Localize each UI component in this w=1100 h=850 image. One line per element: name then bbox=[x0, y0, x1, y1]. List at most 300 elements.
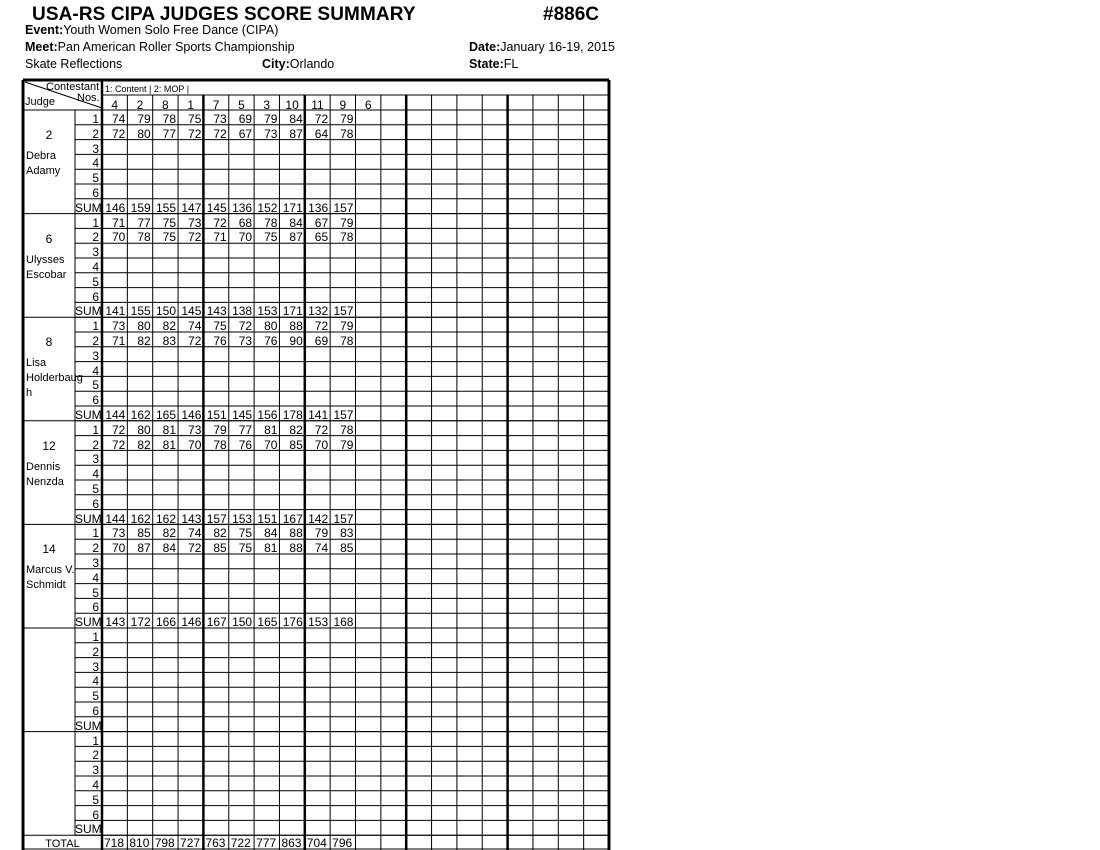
score-cell bbox=[305, 735, 328, 747]
score-cell: 67 bbox=[314, 215, 329, 230]
score-cell bbox=[229, 646, 252, 658]
sum-cell: 138 bbox=[232, 304, 253, 319]
score-row-label: 1 bbox=[92, 215, 99, 230]
score-cell: 78 bbox=[340, 230, 354, 245]
score-cell: 72 bbox=[188, 230, 202, 245]
judge-name-line: Lisa bbox=[26, 357, 47, 370]
sum-cell: 150 bbox=[232, 615, 253, 630]
score-cell: 79 bbox=[340, 319, 354, 334]
sum-cell: 168 bbox=[333, 615, 354, 630]
score-cell: 77 bbox=[162, 126, 177, 141]
contestant-number bbox=[533, 99, 558, 111]
sum-cell: 143 bbox=[206, 304, 227, 319]
score-cell: 83 bbox=[340, 526, 354, 541]
contestant-number: 8 bbox=[162, 98, 169, 112]
sum-cell: 162 bbox=[130, 511, 151, 526]
score-cell bbox=[330, 646, 353, 658]
score-cell: 74 bbox=[111, 112, 126, 126]
score-legend: 1: Content | 2: MOP | bbox=[105, 84, 190, 94]
judge-number bbox=[25, 751, 73, 765]
judge-name-line: h bbox=[26, 387, 33, 400]
state-label: State: bbox=[469, 57, 504, 71]
score-cell bbox=[153, 646, 176, 658]
score-cell bbox=[127, 749, 150, 761]
score-row-label: 3 bbox=[92, 556, 99, 570]
contestant-number: 10 bbox=[285, 98, 299, 112]
score-row-label: 4 bbox=[92, 156, 99, 171]
score-row-label: 5 bbox=[92, 378, 99, 393]
sum-cell: 146 bbox=[105, 200, 126, 215]
score-cell bbox=[254, 631, 277, 643]
sum-row-label: SUM bbox=[75, 511, 102, 526]
judge-name-line: Escobar bbox=[26, 268, 67, 281]
score-cell: 72 bbox=[314, 112, 329, 126]
judge-name-line: Schmidt bbox=[26, 579, 66, 592]
date-value: January 16-19, 2015 bbox=[500, 40, 615, 54]
score-cell: 84 bbox=[264, 526, 278, 541]
score-cell bbox=[178, 735, 201, 747]
score-cell: 80 bbox=[137, 126, 151, 141]
score-cell: 70 bbox=[111, 541, 126, 556]
score-cell: 67 bbox=[238, 126, 253, 141]
score-cell bbox=[254, 749, 277, 761]
score-cell: 70 bbox=[188, 437, 202, 452]
score-row-label: 3 bbox=[92, 763, 99, 778]
score-cell bbox=[102, 631, 125, 643]
score-cell bbox=[203, 735, 226, 747]
score-cell: 79 bbox=[213, 422, 227, 437]
sum-row-label: SUM bbox=[75, 615, 102, 630]
score-row-label: 4 bbox=[92, 363, 99, 378]
score-cell bbox=[203, 631, 226, 643]
score-cell bbox=[305, 631, 328, 643]
score-cell bbox=[178, 631, 201, 643]
score-cell: 71 bbox=[213, 230, 227, 245]
score-cell: 81 bbox=[162, 422, 177, 437]
sum-cell: 152 bbox=[257, 200, 278, 215]
sum-cell bbox=[102, 823, 125, 835]
contestant-number: 5 bbox=[238, 98, 245, 112]
score-row-label: 6 bbox=[92, 496, 99, 511]
score-row-label: 2 bbox=[92, 334, 99, 348]
score-row-label: 5 bbox=[92, 482, 99, 496]
report-title: USA-RS CIPA JUDGES SCORE SUMMARY bbox=[32, 4, 416, 25]
sum-cell: 171 bbox=[282, 200, 303, 215]
score-cell: 76 bbox=[264, 334, 278, 348]
score-cell: 85 bbox=[340, 541, 354, 556]
sum-cell: 146 bbox=[181, 408, 202, 422]
sum-cell bbox=[305, 720, 328, 732]
score-row-label: 4 bbox=[92, 467, 99, 482]
sum-cell: 157 bbox=[333, 408, 354, 422]
contestant-number: 9 bbox=[339, 98, 347, 112]
score-cell bbox=[178, 646, 201, 658]
score-row-label: 1 bbox=[92, 526, 99, 541]
score-row-label: 1 bbox=[92, 630, 99, 644]
score-cell: 79 bbox=[340, 215, 354, 230]
club-name: Skate Reflections bbox=[25, 57, 123, 71]
sum-row-label: SUM bbox=[75, 408, 102, 422]
sum-cell: 157 bbox=[333, 200, 354, 215]
score-cell: 72 bbox=[213, 126, 227, 141]
score-cell: 85 bbox=[213, 541, 227, 556]
score-cell bbox=[279, 646, 302, 658]
score-row-label: 4 bbox=[92, 778, 99, 792]
sum-row-label: SUM bbox=[75, 718, 102, 733]
score-cell: 83 bbox=[162, 334, 177, 348]
score-cell: 79 bbox=[314, 526, 329, 541]
score-cell bbox=[153, 749, 176, 761]
sum-cell: 157 bbox=[333, 511, 354, 526]
contestant-number bbox=[406, 99, 431, 111]
contestant-number bbox=[558, 99, 583, 111]
event-value: Youth Women Solo Free Dance (CIPA) bbox=[63, 23, 279, 37]
total-cell: 777 bbox=[256, 836, 277, 850]
score-cell: 72 bbox=[213, 215, 227, 230]
sum-cell: 151 bbox=[206, 408, 227, 422]
score-cell: 87 bbox=[137, 541, 151, 556]
sum-cell: 156 bbox=[257, 408, 278, 422]
score-cell: 75 bbox=[188, 112, 202, 126]
score-cell: 82 bbox=[137, 334, 151, 348]
sum-cell: 162 bbox=[156, 511, 177, 526]
score-cell: 75 bbox=[238, 541, 253, 556]
score-cell: 84 bbox=[289, 215, 303, 230]
sum-cell: 172 bbox=[130, 615, 151, 630]
score-cell bbox=[330, 749, 353, 761]
event-label: Event: bbox=[25, 23, 64, 37]
sum-cell bbox=[330, 823, 353, 835]
score-cell: 73 bbox=[188, 422, 202, 437]
score-row-label: 3 bbox=[92, 245, 99, 260]
score-cell: 73 bbox=[238, 334, 253, 348]
score-row-label: 3 bbox=[92, 348, 99, 363]
score-cell: 71 bbox=[111, 334, 126, 348]
sum-cell bbox=[127, 720, 150, 732]
sum-cell bbox=[102, 720, 125, 732]
sum-cell bbox=[279, 823, 302, 835]
score-cell: 73 bbox=[213, 112, 227, 126]
score-cell bbox=[178, 749, 201, 761]
sum-cell: 143 bbox=[105, 615, 126, 630]
score-cell: 88 bbox=[289, 319, 303, 334]
sum-cell: 147 bbox=[181, 200, 202, 215]
score-cell bbox=[254, 735, 277, 747]
score-cell: 72 bbox=[314, 422, 329, 437]
judge-name-line: Adamy bbox=[26, 165, 61, 177]
sum-cell: 171 bbox=[282, 304, 303, 319]
score-cell: 70 bbox=[314, 437, 329, 452]
corner-nos-label: Nos. bbox=[77, 92, 100, 104]
score-cell: 74 bbox=[314, 541, 329, 556]
city-label: City: bbox=[262, 57, 290, 71]
score-cell: 65 bbox=[314, 230, 329, 245]
corner-contestant-label: Contestant bbox=[46, 81, 100, 93]
score-cell bbox=[229, 735, 252, 747]
score-cell: 85 bbox=[289, 437, 303, 452]
score-cell: 79 bbox=[340, 112, 354, 126]
score-cell: 82 bbox=[137, 437, 151, 452]
score-row-label: 6 bbox=[92, 600, 99, 615]
score-cell: 72 bbox=[188, 126, 202, 141]
score-cell bbox=[305, 749, 328, 761]
score-cell bbox=[203, 749, 226, 761]
score-cell: 80 bbox=[137, 422, 151, 437]
contestant-number: 4 bbox=[111, 98, 119, 112]
sum-cell: 150 bbox=[156, 304, 177, 319]
score-row-label: 3 bbox=[92, 452, 99, 467]
score-cell: 79 bbox=[264, 112, 278, 126]
sum-cell: 176 bbox=[282, 615, 303, 630]
score-row-label: 6 bbox=[92, 186, 99, 200]
score-cell: 84 bbox=[289, 112, 303, 126]
score-cell: 75 bbox=[264, 230, 278, 245]
contestant-number: 2 bbox=[136, 98, 144, 112]
sum-cell: 136 bbox=[308, 200, 329, 215]
judge-name-line: Holderbaug bbox=[26, 372, 83, 385]
sum-cell bbox=[127, 823, 150, 835]
score-row-label: 5 bbox=[92, 171, 99, 186]
sum-cell bbox=[153, 823, 176, 835]
sum-cell: 153 bbox=[232, 511, 253, 526]
score-cell: 82 bbox=[162, 319, 177, 334]
score-row-label: 3 bbox=[92, 659, 99, 674]
score-cell: 82 bbox=[213, 526, 227, 541]
sum-row-label: SUM bbox=[75, 304, 102, 319]
judge-number: 12 bbox=[42, 438, 56, 453]
date-label: Date: bbox=[469, 40, 501, 54]
judge-name-line: Marcus V. bbox=[26, 564, 75, 577]
judge-name-line: Dennis bbox=[26, 460, 61, 473]
score-cell: 80 bbox=[264, 319, 278, 334]
sum-cell: 157 bbox=[333, 304, 354, 319]
score-row-label: 1 bbox=[92, 319, 99, 334]
sum-cell: 145 bbox=[232, 408, 253, 422]
score-cell: 80 bbox=[137, 319, 151, 334]
score-cell bbox=[330, 631, 353, 643]
score-cell bbox=[127, 631, 150, 643]
contestant-number: 3 bbox=[263, 98, 271, 112]
judge-name-line: Nenzda bbox=[26, 475, 64, 488]
score-cell bbox=[203, 646, 226, 658]
contestant-number: 7 bbox=[212, 98, 220, 112]
score-row-label: 1 bbox=[92, 112, 99, 126]
score-row-label: 4 bbox=[92, 570, 99, 585]
judge-number: 8 bbox=[45, 335, 53, 350]
score-cell bbox=[127, 735, 150, 747]
score-cell bbox=[279, 735, 302, 747]
sum-cell: 165 bbox=[156, 408, 177, 422]
score-cell: 78 bbox=[340, 334, 354, 348]
total-cell: 718 bbox=[104, 836, 125, 850]
sum-cell bbox=[203, 720, 226, 732]
score-cell bbox=[153, 631, 176, 643]
sum-cell: 141 bbox=[308, 408, 329, 422]
score-cell: 79 bbox=[340, 437, 354, 452]
sum-cell: 155 bbox=[156, 200, 177, 215]
score-cell: 88 bbox=[289, 541, 303, 556]
score-cell: 76 bbox=[238, 437, 253, 452]
score-cell: 73 bbox=[264, 126, 278, 141]
score-cell: 78 bbox=[264, 215, 278, 230]
score-cell: 73 bbox=[111, 526, 126, 541]
sum-cell bbox=[153, 720, 176, 732]
sum-cell: 136 bbox=[232, 200, 253, 215]
score-row-label: 6 bbox=[92, 393, 99, 408]
score-cell: 72 bbox=[111, 437, 126, 452]
sum-row-label: SUM bbox=[75, 822, 102, 837]
score-cell: 70 bbox=[111, 230, 126, 245]
sum-cell: 157 bbox=[206, 511, 227, 526]
sum-cell: 166 bbox=[156, 615, 177, 630]
score-row-label: 5 bbox=[92, 792, 99, 807]
score-cell: 78 bbox=[340, 422, 354, 437]
total-cell: 798 bbox=[154, 836, 175, 850]
total-cell: 727 bbox=[180, 836, 201, 850]
sum-cell: 143 bbox=[181, 511, 202, 526]
score-cell: 73 bbox=[111, 319, 126, 334]
total-cell: 704 bbox=[306, 836, 327, 850]
score-cell bbox=[279, 631, 302, 643]
sum-cell bbox=[330, 720, 353, 732]
sum-cell: 141 bbox=[105, 304, 126, 319]
score-cell: 85 bbox=[137, 526, 151, 541]
sum-cell: 162 bbox=[130, 408, 151, 422]
score-row-label: 1 bbox=[92, 422, 99, 437]
sum-cell bbox=[229, 823, 252, 835]
score-row-label: 2 bbox=[92, 437, 99, 452]
score-cell: 75 bbox=[162, 230, 177, 245]
score-cell: 81 bbox=[264, 541, 278, 556]
sum-cell: 142 bbox=[308, 511, 329, 526]
meet-label: Meet: bbox=[25, 40, 58, 54]
contestant-number: 6 bbox=[364, 98, 372, 112]
score-cell: 78 bbox=[213, 437, 227, 452]
contestant-number bbox=[482, 99, 507, 111]
sum-cell: 144 bbox=[105, 511, 126, 526]
score-cell: 69 bbox=[238, 112, 253, 126]
score-cell: 84 bbox=[162, 541, 177, 556]
sum-cell bbox=[254, 823, 277, 835]
score-cell: 74 bbox=[188, 526, 202, 541]
score-cell: 75 bbox=[213, 319, 227, 334]
score-row-label: 2 bbox=[92, 644, 99, 659]
score-cell: 64 bbox=[314, 126, 329, 141]
score-cell: 81 bbox=[264, 422, 278, 437]
judge-name-line: Ulysses bbox=[26, 253, 65, 266]
score-cell: 87 bbox=[289, 126, 303, 141]
sum-cell bbox=[178, 720, 201, 732]
contestant-number bbox=[508, 99, 533, 111]
score-row-label: 4 bbox=[92, 260, 99, 274]
score-cell: 87 bbox=[289, 230, 303, 245]
score-cell: 70 bbox=[264, 437, 278, 452]
sum-cell bbox=[229, 720, 252, 732]
score-row-label: 3 bbox=[92, 141, 99, 156]
score-cell: 72 bbox=[314, 319, 329, 334]
score-cell: 78 bbox=[137, 230, 151, 245]
score-cell: 72 bbox=[188, 334, 202, 348]
judge-number bbox=[25, 647, 73, 661]
score-cell: 82 bbox=[162, 526, 177, 541]
score-row-label: 6 bbox=[92, 704, 99, 718]
score-cell bbox=[229, 749, 252, 761]
score-cell: 76 bbox=[213, 334, 227, 348]
sum-cell: 167 bbox=[282, 511, 303, 526]
score-row-label: 5 bbox=[92, 689, 99, 704]
total-cell: 722 bbox=[230, 836, 251, 850]
judge-number: 14 bbox=[42, 542, 56, 557]
sum-cell bbox=[305, 823, 328, 835]
score-cell: 74 bbox=[188, 319, 202, 334]
total-cell: 810 bbox=[129, 836, 150, 850]
sum-cell bbox=[254, 720, 277, 732]
score-cell bbox=[305, 646, 328, 658]
score-cell: 75 bbox=[162, 215, 177, 230]
contestant-number bbox=[432, 99, 457, 111]
score-cell bbox=[127, 646, 150, 658]
score-row-label: 1 bbox=[92, 733, 99, 748]
sum-cell: 155 bbox=[130, 304, 151, 319]
contestant-number: 11 bbox=[311, 98, 324, 112]
score-cell: 81 bbox=[162, 437, 177, 452]
score-cell: 72 bbox=[188, 541, 202, 556]
score-row-label: 2 bbox=[92, 230, 99, 245]
score-cell: 78 bbox=[340, 126, 354, 141]
sum-row-label: SUM bbox=[75, 200, 102, 215]
sum-cell: 153 bbox=[308, 615, 329, 630]
score-cell: 72 bbox=[111, 126, 126, 141]
score-cell: 88 bbox=[289, 526, 303, 541]
score-row-label: 2 bbox=[92, 748, 99, 763]
score-cell: 73 bbox=[188, 215, 202, 230]
contestant-number bbox=[584, 99, 609, 111]
contestant-number: 1 bbox=[187, 98, 195, 112]
total-cell: 796 bbox=[332, 836, 353, 850]
score-cell: 72 bbox=[111, 422, 126, 437]
sum-cell bbox=[203, 823, 226, 835]
score-cell bbox=[102, 646, 125, 658]
sum-cell: 178 bbox=[282, 408, 303, 422]
score-cell: 70 bbox=[238, 230, 253, 245]
score-cell: 78 bbox=[162, 112, 177, 126]
score-cell bbox=[102, 749, 125, 761]
judge-name-line: Debra bbox=[26, 150, 56, 162]
score-row-label: 6 bbox=[92, 289, 99, 304]
sum-cell bbox=[178, 823, 201, 835]
score-row-label: 5 bbox=[92, 585, 99, 600]
score-cell: 71 bbox=[111, 215, 126, 230]
score-cell: 77 bbox=[137, 215, 151, 230]
score-cell: 90 bbox=[289, 334, 303, 348]
sum-cell: 146 bbox=[181, 615, 202, 630]
sum-cell: 132 bbox=[308, 304, 329, 319]
score-cell: 79 bbox=[137, 112, 151, 126]
total-cell: 863 bbox=[281, 836, 302, 850]
score-cell bbox=[102, 735, 125, 747]
city-value: Orlando bbox=[289, 57, 335, 71]
sum-cell: 151 bbox=[257, 511, 278, 526]
contestant-number bbox=[381, 99, 406, 111]
sum-cell: 159 bbox=[130, 200, 151, 215]
score-row-label: 2 bbox=[92, 126, 99, 141]
score-cell bbox=[254, 646, 277, 658]
sum-cell: 165 bbox=[257, 615, 278, 630]
total-cell: 763 bbox=[205, 836, 226, 850]
judge-number: 2 bbox=[45, 128, 53, 142]
score-cell: 69 bbox=[314, 334, 329, 348]
score-cell bbox=[330, 735, 353, 747]
